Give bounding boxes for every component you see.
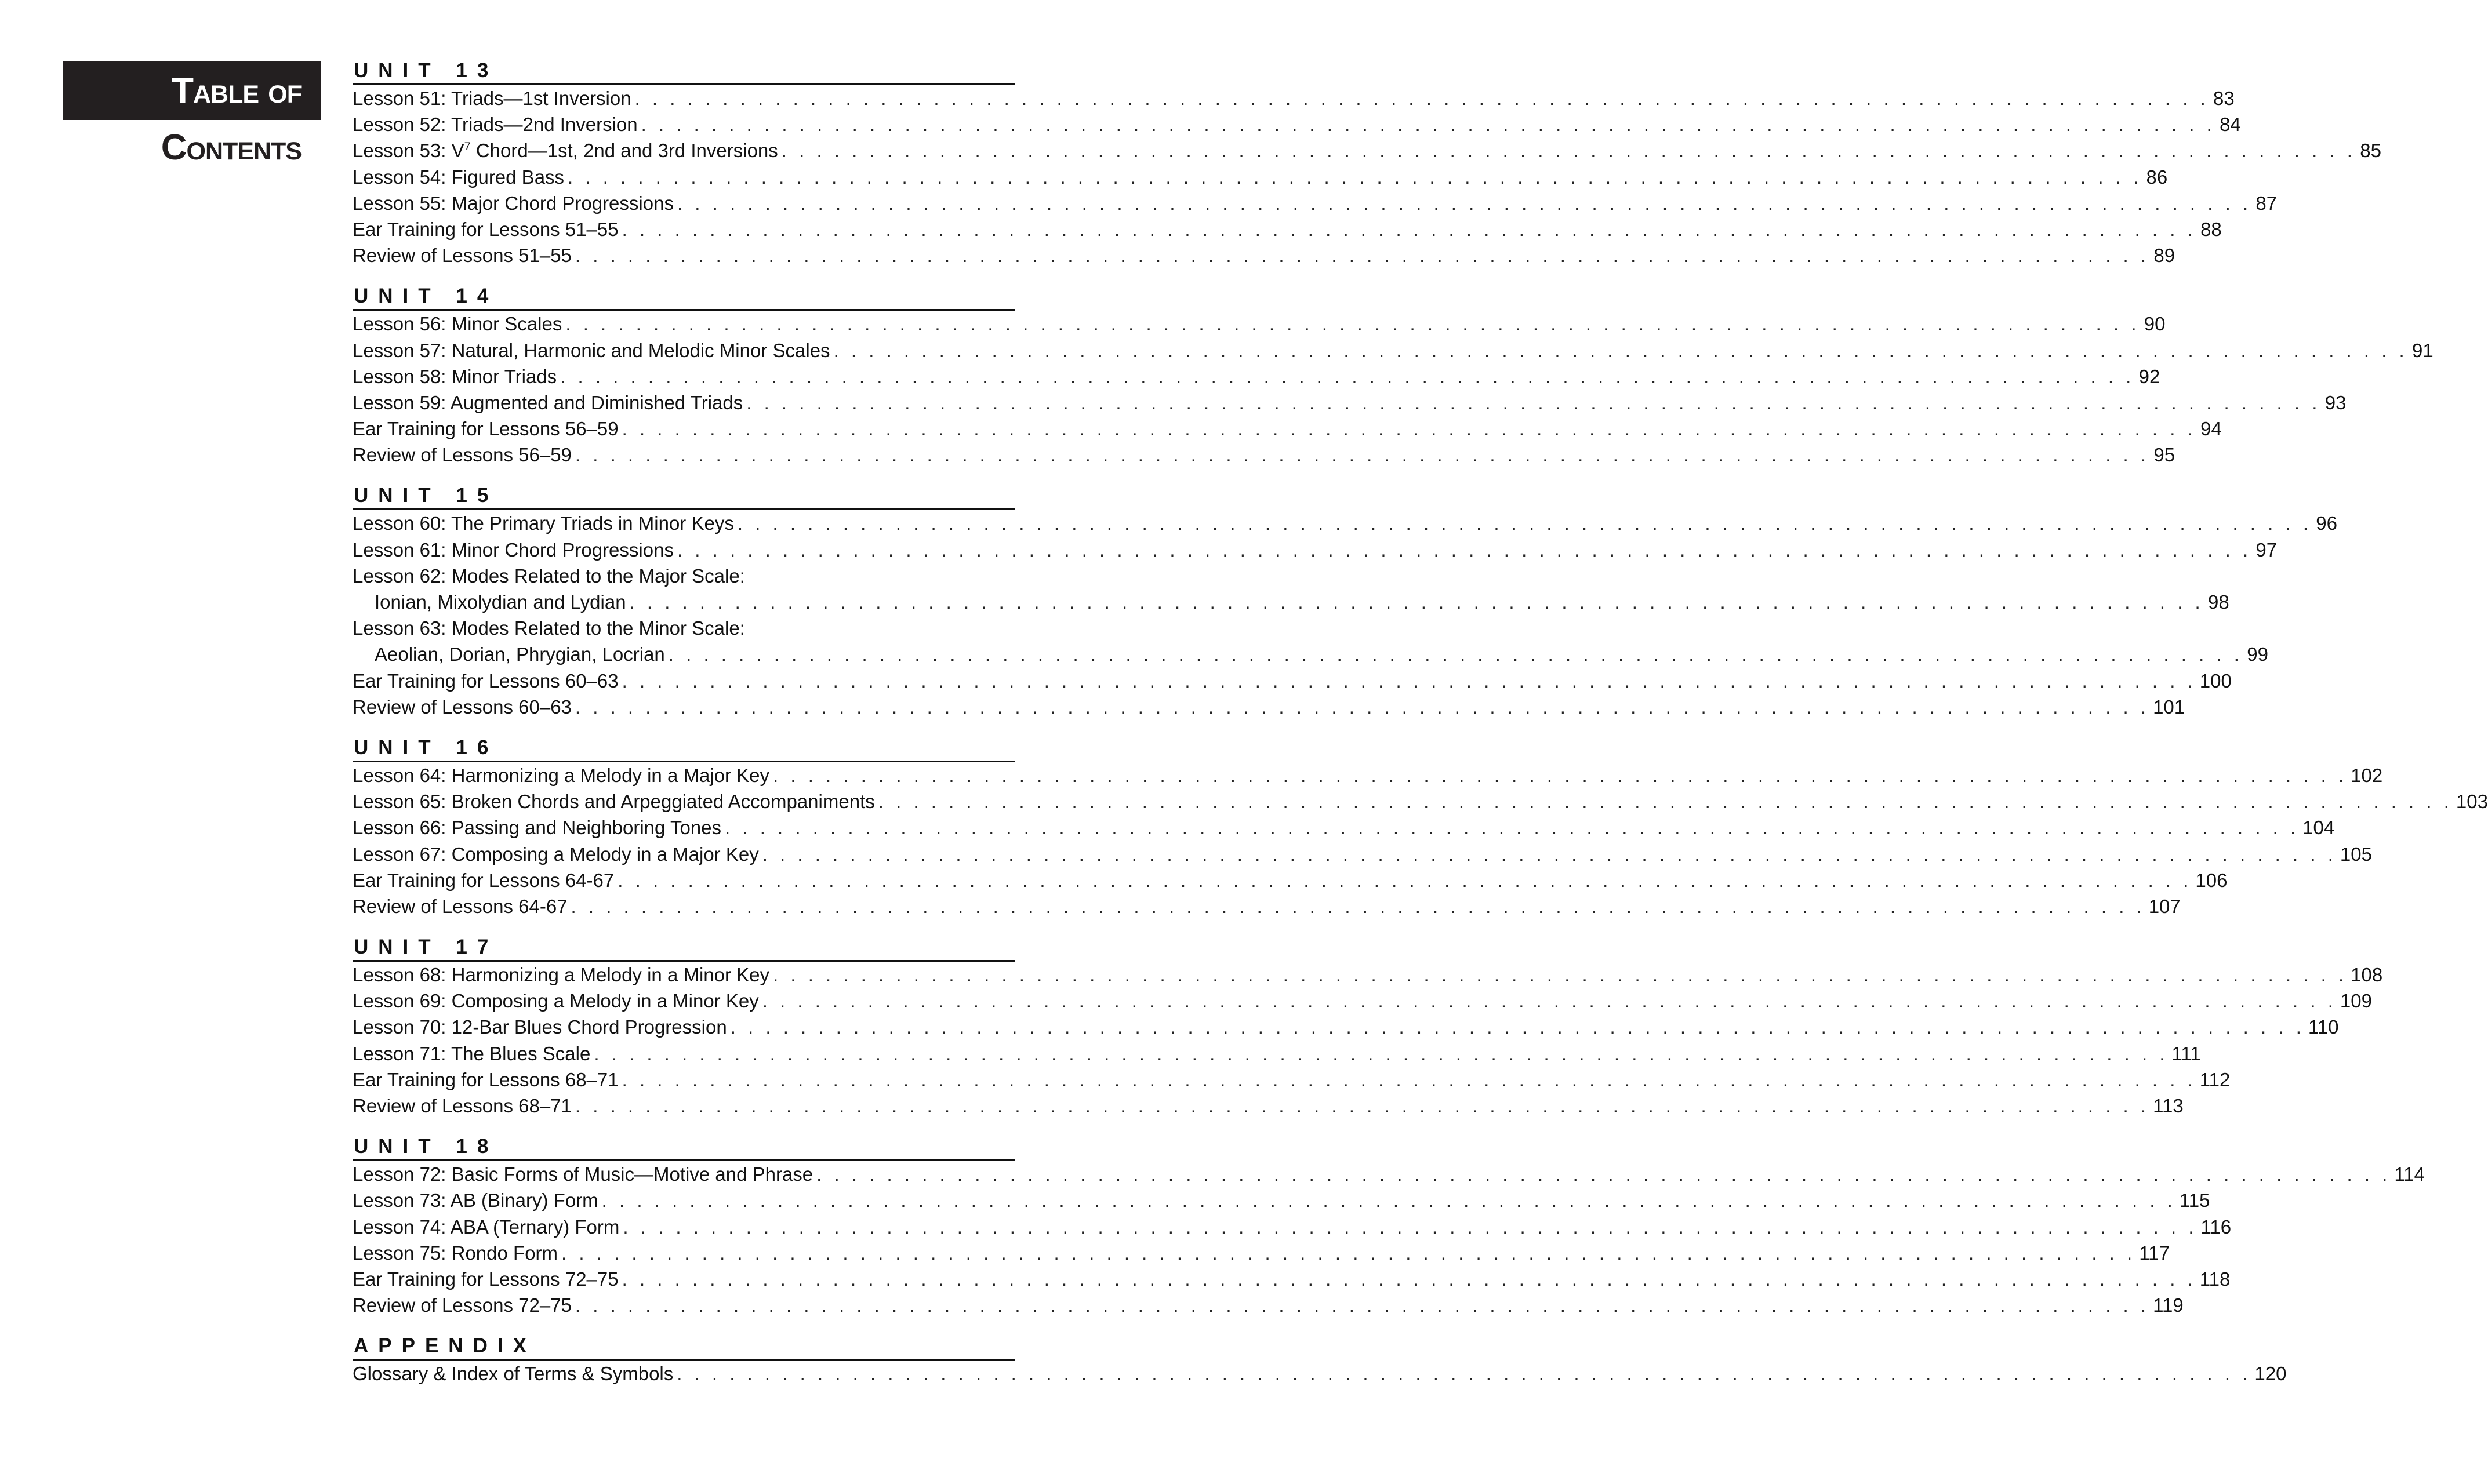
toc-page-number: 84 xyxy=(2220,114,2241,136)
toc-entry[interactable] xyxy=(353,164,2168,190)
toc-entry[interactable] xyxy=(353,137,2381,163)
toc-entry-title: Ionian, Mixolydian and Lydian xyxy=(375,591,626,613)
toc-page-number: 116 xyxy=(2200,1216,2232,1238)
dot-leader: . . . . . . . . . . . . . . . . . . . . . . . . . . . . . . . . . . . . . . . . . . . . . . . . . . . . . . . . . . . . . . . . . . . . . . . . . . . . . . . . . . . . . . . . . . xyxy=(677,1363,2251,1385)
dot-leader: . . . . . . . . . . . . . . . . . . . . . . . . . . . . . . . . . . . . . . . . . . . . . . . . . . . . . . . . . . . . . . . . . . . . . . . . . . . . . . . . . . . . . . . . . . xyxy=(773,964,2348,986)
toc-page-number: 92 xyxy=(2138,365,2160,387)
toc-entry[interactable] xyxy=(353,311,2166,337)
toc-entry-title: Review of Lessons 72–75 xyxy=(353,1294,572,1316)
toc-entry[interactable] xyxy=(353,510,2337,536)
dot-leader: . . . . . . . . . . . . . . . . . . . . . . . . . . . . . . . . . . . . . . . . . . . . . . . . . . . . . . . . . . . . . . . . . . . . . . . . . . . . . . . . . . . . . . . . . . xyxy=(762,990,2337,1012)
toc-page-number: 118 xyxy=(2199,1268,2231,1290)
toc-entry[interactable] xyxy=(353,1041,2201,1067)
toc-entry[interactable] xyxy=(353,1214,2232,1240)
toc-entry-title: Lesson 54: Figured Bass xyxy=(353,166,565,188)
toc-entry[interactable] xyxy=(353,694,2185,720)
unit-section xyxy=(353,283,2433,468)
unit-heading: UNIT 15 xyxy=(353,483,1015,510)
toc-entry[interactable] xyxy=(353,762,2383,788)
toc-entry[interactable] xyxy=(353,1266,2231,1292)
unit-heading: UNIT 17 xyxy=(353,934,1015,962)
dot-leader: . . . . . . . . . . . . . . . . . . . . . . . . . . . . . . . . . . . . . . . . . . . . . . . . . . . . . . . . . . . . . . . . . . . . . . . . . . . . . . . . . . . . . . . . . . xyxy=(629,591,2204,613)
toc-entry-title: Ear Training for Lessons 51–55 xyxy=(353,218,619,240)
dot-leader: . . . . . . . . . . . . . . . . . . . . . . . . . . . . . . . . . . . . . . . . . . . . . . . . . . . . . . . . . . . . . . . . . . . . . . . . . . . . . . . . . . . . . . . . . . xyxy=(641,114,2215,136)
dot-leader: . . . . . . . . . . . . . . . . . . . . . . . . . . . . . . . . . . . . . . . . . . . . . . . . . . . . . . . . . . . . . . . . . . . . . . . . . . . . . . . . . . . . . . . . . . xyxy=(575,245,2150,267)
title-line-2-wrap xyxy=(63,122,321,174)
unit-heading: UNIT 13 xyxy=(353,58,1015,85)
dot-leader: . . . . . . . . . . . . . . . . . . . . . . . . . . . . . . . . . . . . . . . . . . . . . . . . . . . . . . . . . . . . . . . . . . . . . . . . . . . . . . . . . . . . . . . . . . xyxy=(668,643,2243,665)
dot-leader: . . . . . . . . . . . . . . . . . . . . . . . . . . . . . . . . . . . . . . . . . . . . . . . . . . . . . . . . . . . . . . . . . . . . . . . . . . . . . . . . . . . . . . . . . . xyxy=(816,1163,2391,1185)
toc-page-number: 112 xyxy=(2199,1068,2231,1090)
toc-entry-title: Lesson 62: Modes Related to the Major Scale: xyxy=(353,565,745,587)
toc-page-number: 99 xyxy=(2247,643,2268,665)
toc-entry-title: Review of Lessons 60–63 xyxy=(353,696,572,718)
title-banner xyxy=(63,61,321,120)
toc-entry-title: Lesson 65: Broken Chords and Arpeggiated Accompaniments xyxy=(353,791,875,813)
unit-section xyxy=(353,1134,2425,1318)
dot-leader: . . . . . . . . . . . . . . . . . . . . . . . . . . . . . . . . . . . . . . . . . . . . . . . . . . . . . . . . . . . . . . . . . . . . . . . . . . . . . . . . . . . . . . . . . . xyxy=(737,512,2312,534)
dot-leader: . . . . . . . . . . . . . . . . . . . . . . . . . . . . . . . . . . . . . . . . . . . . . . . . . . . . . . . . . . . . . . . . . . . . . . . . . . . . . . . . . . . . . . . . . . xyxy=(634,88,2209,109)
toc-page-number: 111 xyxy=(2171,1042,2201,1064)
toc-page-number: 90 xyxy=(2144,313,2166,335)
toc-entry[interactable] xyxy=(353,988,2372,1014)
unit-section xyxy=(353,1333,2287,1387)
toc-page-number: 91 xyxy=(2412,339,2433,361)
unit-section xyxy=(353,934,2383,1119)
dot-leader: . . . . . . . . . . . . . . . . . . . . . . . . . . . . . . . . . . . . . . . . . . . . . . . . . . . . . . . . . . . . . . . . . . . . . . . . . . . . . . . . . . . . . . . . . . xyxy=(571,895,2145,917)
toc-entry[interactable] xyxy=(353,1093,2184,1119)
toc-entry-title: Lesson 69: Composing a Melody in a Minor Key xyxy=(353,990,759,1012)
dot-leader: . . . . . . . . . . . . . . . . . . . . . . . . . . . . . . . . . . . . . . . . . . . . . . . . . . . . . . . . . . . . . . . . . . . . . . . . . . . . . . . . . . . . . . . . . . xyxy=(601,1190,2176,1212)
toc-entry[interactable] xyxy=(353,111,2241,137)
toc-page-number: 115 xyxy=(2179,1190,2210,1212)
dot-leader: . . . . . . . . . . . . . . . . . . . . . . . . . . . . . . . . . . . . . . . . . . . . . . . . . . . . . . . . . . . . . . . . . . . . . . . . . . . . . . . . . . . . . . . . . . xyxy=(622,1068,2196,1090)
toc-entry-title: Lesson 70: 12-Bar Blues Chord Progression xyxy=(353,1016,727,1038)
toc-entry[interactable] xyxy=(353,563,1015,589)
dot-leader: . . . . . . . . . . . . . . . . . . . . . . . . . . . . . . . . . . . . . . . . . . . . . . . . . . . . . . . . . . . . . . . . . . . . . . . . . . . . . . . . . . . . . . . . . . xyxy=(575,1294,2150,1316)
toc-entry[interactable] xyxy=(353,641,2268,667)
toc-entry-title: Review of Lessons 56–59 xyxy=(353,444,572,466)
toc-page-number: 119 xyxy=(2153,1294,2184,1316)
toc-page-number: 109 xyxy=(2340,990,2372,1012)
dot-leader: . . . . . . . . . . . . . . . . . . . . . . . . . . . . . . . . . . . . . . . . . . . . . . . . . . . . . . . . . . . . . . . . . . . . . . . . . . . . . . . . . . . . . . . . . . xyxy=(594,1042,2169,1064)
toc-entry-title: Lesson 59: Augmented and Diminished Triads xyxy=(353,391,743,413)
toc-entry[interactable] xyxy=(353,893,2181,919)
toc-page-number: 110 xyxy=(2308,1016,2339,1038)
toc-page-number: 86 xyxy=(2146,166,2168,188)
dot-leader: . . . . . . . . . . . . . . . . . . . . . . . . . . . . . . . . . . . . . . . . . . . . . . . . . . . . . . . . . . . . . . . . . . . . . . . . . . . . . . . . . . . . . . . . . . xyxy=(677,539,2252,561)
toc-entry-title: Lesson 64: Harmonizing a Melody in a Major Key xyxy=(353,764,770,786)
toc-page-number: 93 xyxy=(2324,391,2347,413)
toc-entry[interactable] xyxy=(353,537,2278,563)
dot-leader: . . . . . . . . . . . . . . . . . . . . . . . . . . . . . . . . . . . . . . . . . . . . . . . . . . . . . . . . . . . . . . . . . . . . . . . . . . . . . . . . . . . . . . . . . . xyxy=(622,418,2196,440)
toc-entry[interactable] xyxy=(353,190,2278,216)
toc-entry[interactable] xyxy=(353,242,2175,268)
toc-entry[interactable] xyxy=(353,337,2433,363)
toc-entry-title: Review of Lessons 64-67 xyxy=(353,895,568,917)
toc-entry-title: Review of Lessons 51–55 xyxy=(353,245,572,267)
unit-heading: APPENDIX xyxy=(353,1333,1015,1361)
toc-entry[interactable] xyxy=(353,442,2175,468)
toc-entry[interactable] xyxy=(353,788,2488,814)
toc-entry-title: Ear Training for Lessons 60–63 xyxy=(353,670,619,692)
dot-leader: . . . . . . . . . . . . . . . . . . . . . . . . . . . . . . . . . . . . . . . . . . . . . . . . . . . . . . . . . . . . . . . . . . . . . . . . . . . . . . . . . . . . . . . . . . xyxy=(730,1016,2305,1038)
toc-entry-title: Lesson 52: Triads—2nd Inversion xyxy=(353,114,638,136)
toc-entry[interactable] xyxy=(353,1361,2287,1387)
toc-entry[interactable] xyxy=(353,668,2232,694)
dot-leader: . . . . . . . . . . . . . . . . . . . . . . . . . . . . . . . . . . . . . . . . . . . . . . . . . . . . . . . . . . . . . . . . . . . . . . . . . . . . . . . . . . . . . . . . . . xyxy=(561,1242,2136,1264)
dot-leader: . . . . . . . . . . . . . . . . . . . . . . . . . . . . . . . . . . . . . . . . . . . . . . . . . . . . . . . . . . . . . . . . . . . . . . . . . . . . . . . . . . . . . . . . . . xyxy=(575,696,2150,718)
toc-entry-title: Glossary & Index of Terms & Symbols xyxy=(353,1363,674,1385)
dot-leader: . . . . . . . . . . . . . . . . . . . . . . . . . . . . . . . . . . . . . . . . . . . . . . . . . . . . . . . . . . . . . . . . . . . . . . . . . . . . . . . . . . . . . . . . . . xyxy=(575,1095,2150,1116)
unit-section xyxy=(353,58,2381,268)
dot-leader: . . . . . . . . . . . . . . . . . . . . . . . . . . . . . . . . . . . . . . . . . . . . . . . . . . . . . . . . . . . . . . . . . . . . . . . . . . . . . . . . . . . . . . . . . . xyxy=(623,1216,2198,1238)
toc-entry-title: Lesson 75: Rondo Form xyxy=(353,1242,558,1264)
toc-page-number: 89 xyxy=(2153,245,2175,267)
toc-page-number: 87 xyxy=(2255,192,2278,214)
toc-entry[interactable] xyxy=(353,1161,2425,1187)
toc-page-number: 88 xyxy=(2200,218,2222,240)
dot-leader: . . . . . . . . . . . . . . . . . . . . . . . . . . . . . . . . . . . . . . . . . . . . . . . . . . . . . . . . . . . . . . . . . . . . . . . . . . . . . . . . . . . . . . . . . . xyxy=(622,218,2196,240)
toc-page-number: 113 xyxy=(2153,1095,2184,1116)
toc-entry-title: Ear Training for Lessons 64-67 xyxy=(353,869,615,891)
toc-page-number: 98 xyxy=(2208,591,2229,613)
dot-leader: . . . . . . . . . . . . . . . . . . . . . . . . . . . . . . . . . . . . . . . . . . . . . . . . . . . . . . . . . . . . . . . . . . . . . . . . . . . . . . . . . . . . . . . . . . xyxy=(618,869,2192,891)
toc-page-number: 102 xyxy=(2351,764,2383,786)
toc-entry[interactable] xyxy=(353,416,2222,442)
dot-leader: . . . . . . . . . . . . . . . . . . . . . . . . . . . . . . . . . . . . . . . . . . . . . . . . . . . . . . . . . . . . . . . . . . . . . . . . . . . . . . . . . . . . . . . . . . xyxy=(725,817,2300,839)
toc-page-number: 114 xyxy=(2394,1163,2425,1185)
dot-leader: . . . . . . . . . . . . . . . . . . . . . . . . . . . . . . . . . . . . . . . . . . . . . . . . . . . . . . . . . . . . . . . . . . . . . . . . . . . . . . . . . . . . . . . . . . xyxy=(622,670,2196,692)
toc-page-number: 107 xyxy=(2148,895,2181,917)
toc-entry-title: Lesson 67: Composing a Melody in a Major Key xyxy=(353,843,759,865)
unit-heading: UNIT 14 xyxy=(353,283,1015,311)
toc-entry-title: Review of Lessons 68–71 xyxy=(353,1095,572,1116)
toc-entry-title: Lesson 72: Basic Forms of Music—Motive and Phrase xyxy=(353,1163,813,1185)
toc-entry[interactable] xyxy=(353,1187,2210,1213)
toc-entry-title: Lesson 60: The Primary Triads in Minor Keys xyxy=(353,512,734,534)
toc-entry-title: Aeolian, Dorian, Phrygian, Locrian xyxy=(375,643,665,665)
toc-page-number: 94 xyxy=(2200,418,2222,440)
toc-entry[interactable] xyxy=(353,1067,2231,1093)
toc-page-number: 100 xyxy=(2199,670,2232,692)
toc-entry-title: Ear Training for Lessons 68–71 xyxy=(353,1068,619,1090)
dot-leader: . . . . . . . . . . . . . . . . . . . . . . . . . . . . . . . . . . . . . . . . . . . . . . . . . . . . . . . . . . . . . . . . . . . . . . . . . . . . . . . . . . . . . . . . . . xyxy=(878,791,2453,813)
toc-entry-title: Lesson 55: Major Chord Progressions xyxy=(353,192,674,214)
toc-entry[interactable] xyxy=(353,867,2228,893)
toc-entry-title: Lesson 51: Triads—1st Inversion xyxy=(353,88,631,109)
toc-entry-title: Lesson 53: $V^7$ Chord—1st, 2nd and 3rd Inversions xyxy=(353,140,778,162)
unit-section xyxy=(353,483,2337,720)
toc-entry[interactable] xyxy=(353,1292,2184,1318)
toc-entry-title: Ear Training for Lessons 56–59 xyxy=(353,418,619,440)
dot-leader: . . . . . . . . . . . . . . . . . . . . . . . . . . . . . . . . . . . . . . . . . . . . . . . . . . . . . . . . . . . . . . . . . . . . . . . . . . . . . . . . . . . . . . . . . . xyxy=(677,192,2252,214)
toc-entry-title: Lesson 63: Modes Related to the Minor Scale: xyxy=(353,617,745,639)
toc-entry-title: Lesson 61: Minor Chord Progressions xyxy=(353,539,674,561)
toc-page-number: 95 xyxy=(2153,444,2175,466)
toc-entry-title: Lesson 66: Passing and Neighboring Tones xyxy=(353,817,722,839)
toc-page-number: 104 xyxy=(2302,817,2335,839)
table-of-contents xyxy=(353,58,2488,1402)
toc-entry[interactable] xyxy=(353,1014,2339,1040)
title-line-1: Table of xyxy=(172,70,302,111)
toc-entry-title: Lesson 57: Natural, Harmonic and Melodic Minor Scales xyxy=(353,339,830,361)
toc-entry[interactable] xyxy=(353,363,2160,390)
toc-page-number: 108 xyxy=(2351,964,2383,986)
toc-page-number: 96 xyxy=(2316,512,2337,534)
unit-heading: UNIT 16 xyxy=(353,735,1015,762)
toc-entry[interactable] xyxy=(353,1240,2170,1266)
toc-page-number: 120 xyxy=(2254,1363,2287,1385)
toc-entry-title: Lesson 73: AB (Binary) Form xyxy=(353,1190,598,1212)
dot-leader: . . . . . . . . . . . . . . . . . . . . . . . . . . . . . . . . . . . . . . . . . . . . . . . . . . . . . . . . . . . . . . . . . . . . . . . . . . . . . . . . . . . . . . . . . . xyxy=(560,365,2135,387)
toc-entry[interactable] xyxy=(353,814,2335,841)
toc-entry-title: Lesson 56: Minor Scales xyxy=(353,313,562,335)
toc-page-number: 117 xyxy=(2139,1242,2170,1264)
toc-page-number: 103 xyxy=(2456,791,2488,813)
toc-entry-title: Ear Training for Lessons 72–75 xyxy=(353,1268,619,1290)
dot-leader: . . . . . . . . . . . . . . . . . . . . . . . . . . . . . . . . . . . . . . . . . . . . . . . . . . . . . . . . . . . . . . . . . . . . . . . . . . . . . . . . . . . . . . . . . . xyxy=(575,444,2150,466)
toc-page-number: 97 xyxy=(2255,539,2278,561)
toc-entry[interactable] xyxy=(353,390,2347,416)
unit-heading: UNIT 18 xyxy=(353,1134,1015,1161)
dot-leader: . . . . . . . . . . . . . . . . . . . . . . . . . . . . . . . . . . . . . . . . . . . . . . . . . . . . . . . . . . . . . . . . . . . . . . . . . . . . . . . . . . . . . . . . . . xyxy=(781,140,2356,162)
dot-leader: . . . . . . . . . . . . . . . . . . . . . . . . . . . . . . . . . . . . . . . . . . . . . . . . . . . . . . . . . . . . . . . . . . . . . . . . . . . . . . . . . . . . . . . . . . xyxy=(622,1268,2196,1290)
dot-leader: . . . . . . . . . . . . . . . . . . . . . . . . . . . . . . . . . . . . . . . . . . . . . . . . . . . . . . . . . . . . . . . . . . . . . . . . . . . . . . . . . . . . . . . . . . xyxy=(568,166,2142,188)
dot-leader: . . . . . . . . . . . . . . . . . . . . . . . . . . . . . . . . . . . . . . . . . . . . . . . . . . . . . . . . . . . . . . . . . . . . . . . . . . . . . . . . . . . . . . . . . . xyxy=(746,391,2321,413)
toc-entry[interactable] xyxy=(353,589,2229,615)
toc-entry[interactable] xyxy=(353,615,1015,641)
unit-section xyxy=(353,735,2488,919)
toc-entry-title: Lesson 74: ABA (Ternary) Form xyxy=(353,1216,620,1238)
toc-entry[interactable] xyxy=(353,216,2222,242)
toc-entry[interactable] xyxy=(353,962,2383,988)
toc-page-number: 101 xyxy=(2153,696,2185,718)
toc-page-number: 105 xyxy=(2340,843,2372,865)
title-line-2: Contents xyxy=(161,128,302,168)
toc-entry[interactable] xyxy=(353,85,2235,111)
toc-entry[interactable] xyxy=(353,841,2372,867)
dot-leader: . . . . . . . . . . . . . . . . . . . . . . . . . . . . . . . . . . . . . . . . . . . . . . . . . . . . . . . . . . . . . . . . . . . . . . . . . . . . . . . . . . . . . . . . . . xyxy=(762,843,2337,865)
toc-page-number: 106 xyxy=(2195,869,2228,891)
toc-entry-title: Lesson 71: The Blues Scale xyxy=(353,1042,591,1064)
toc-page-number: 83 xyxy=(2213,88,2235,109)
dot-leader: . . . . . . . . . . . . . . . . . . . . . . . . . . . . . . . . . . . . . . . . . . . . . . . . . . . . . . . . . . . . . . . . . . . . . . . . . . . . . . . . . . . . . . . . . . xyxy=(833,339,2408,361)
dot-leader: . . . . . . . . . . . . . . . . . . . . . . . . . . . . . . . . . . . . . . . . . . . . . . . . . . . . . . . . . . . . . . . . . . . . . . . . . . . . . . . . . . . . . . . . . . xyxy=(565,313,2140,335)
toc-entry-title: Lesson 68: Harmonizing a Melody in a Minor Key xyxy=(353,964,770,986)
toc-entry-title: Lesson 58: Minor Triads xyxy=(353,365,557,387)
toc-page-number: 85 xyxy=(2360,140,2381,162)
dot-leader: . . . . . . . . . . . . . . . . . . . . . . . . . . . . . . . . . . . . . . . . . . . . . . . . . . . . . . . . . . . . . . . . . . . . . . . . . . . . . . . . . . . . . . . . . . xyxy=(773,764,2348,786)
